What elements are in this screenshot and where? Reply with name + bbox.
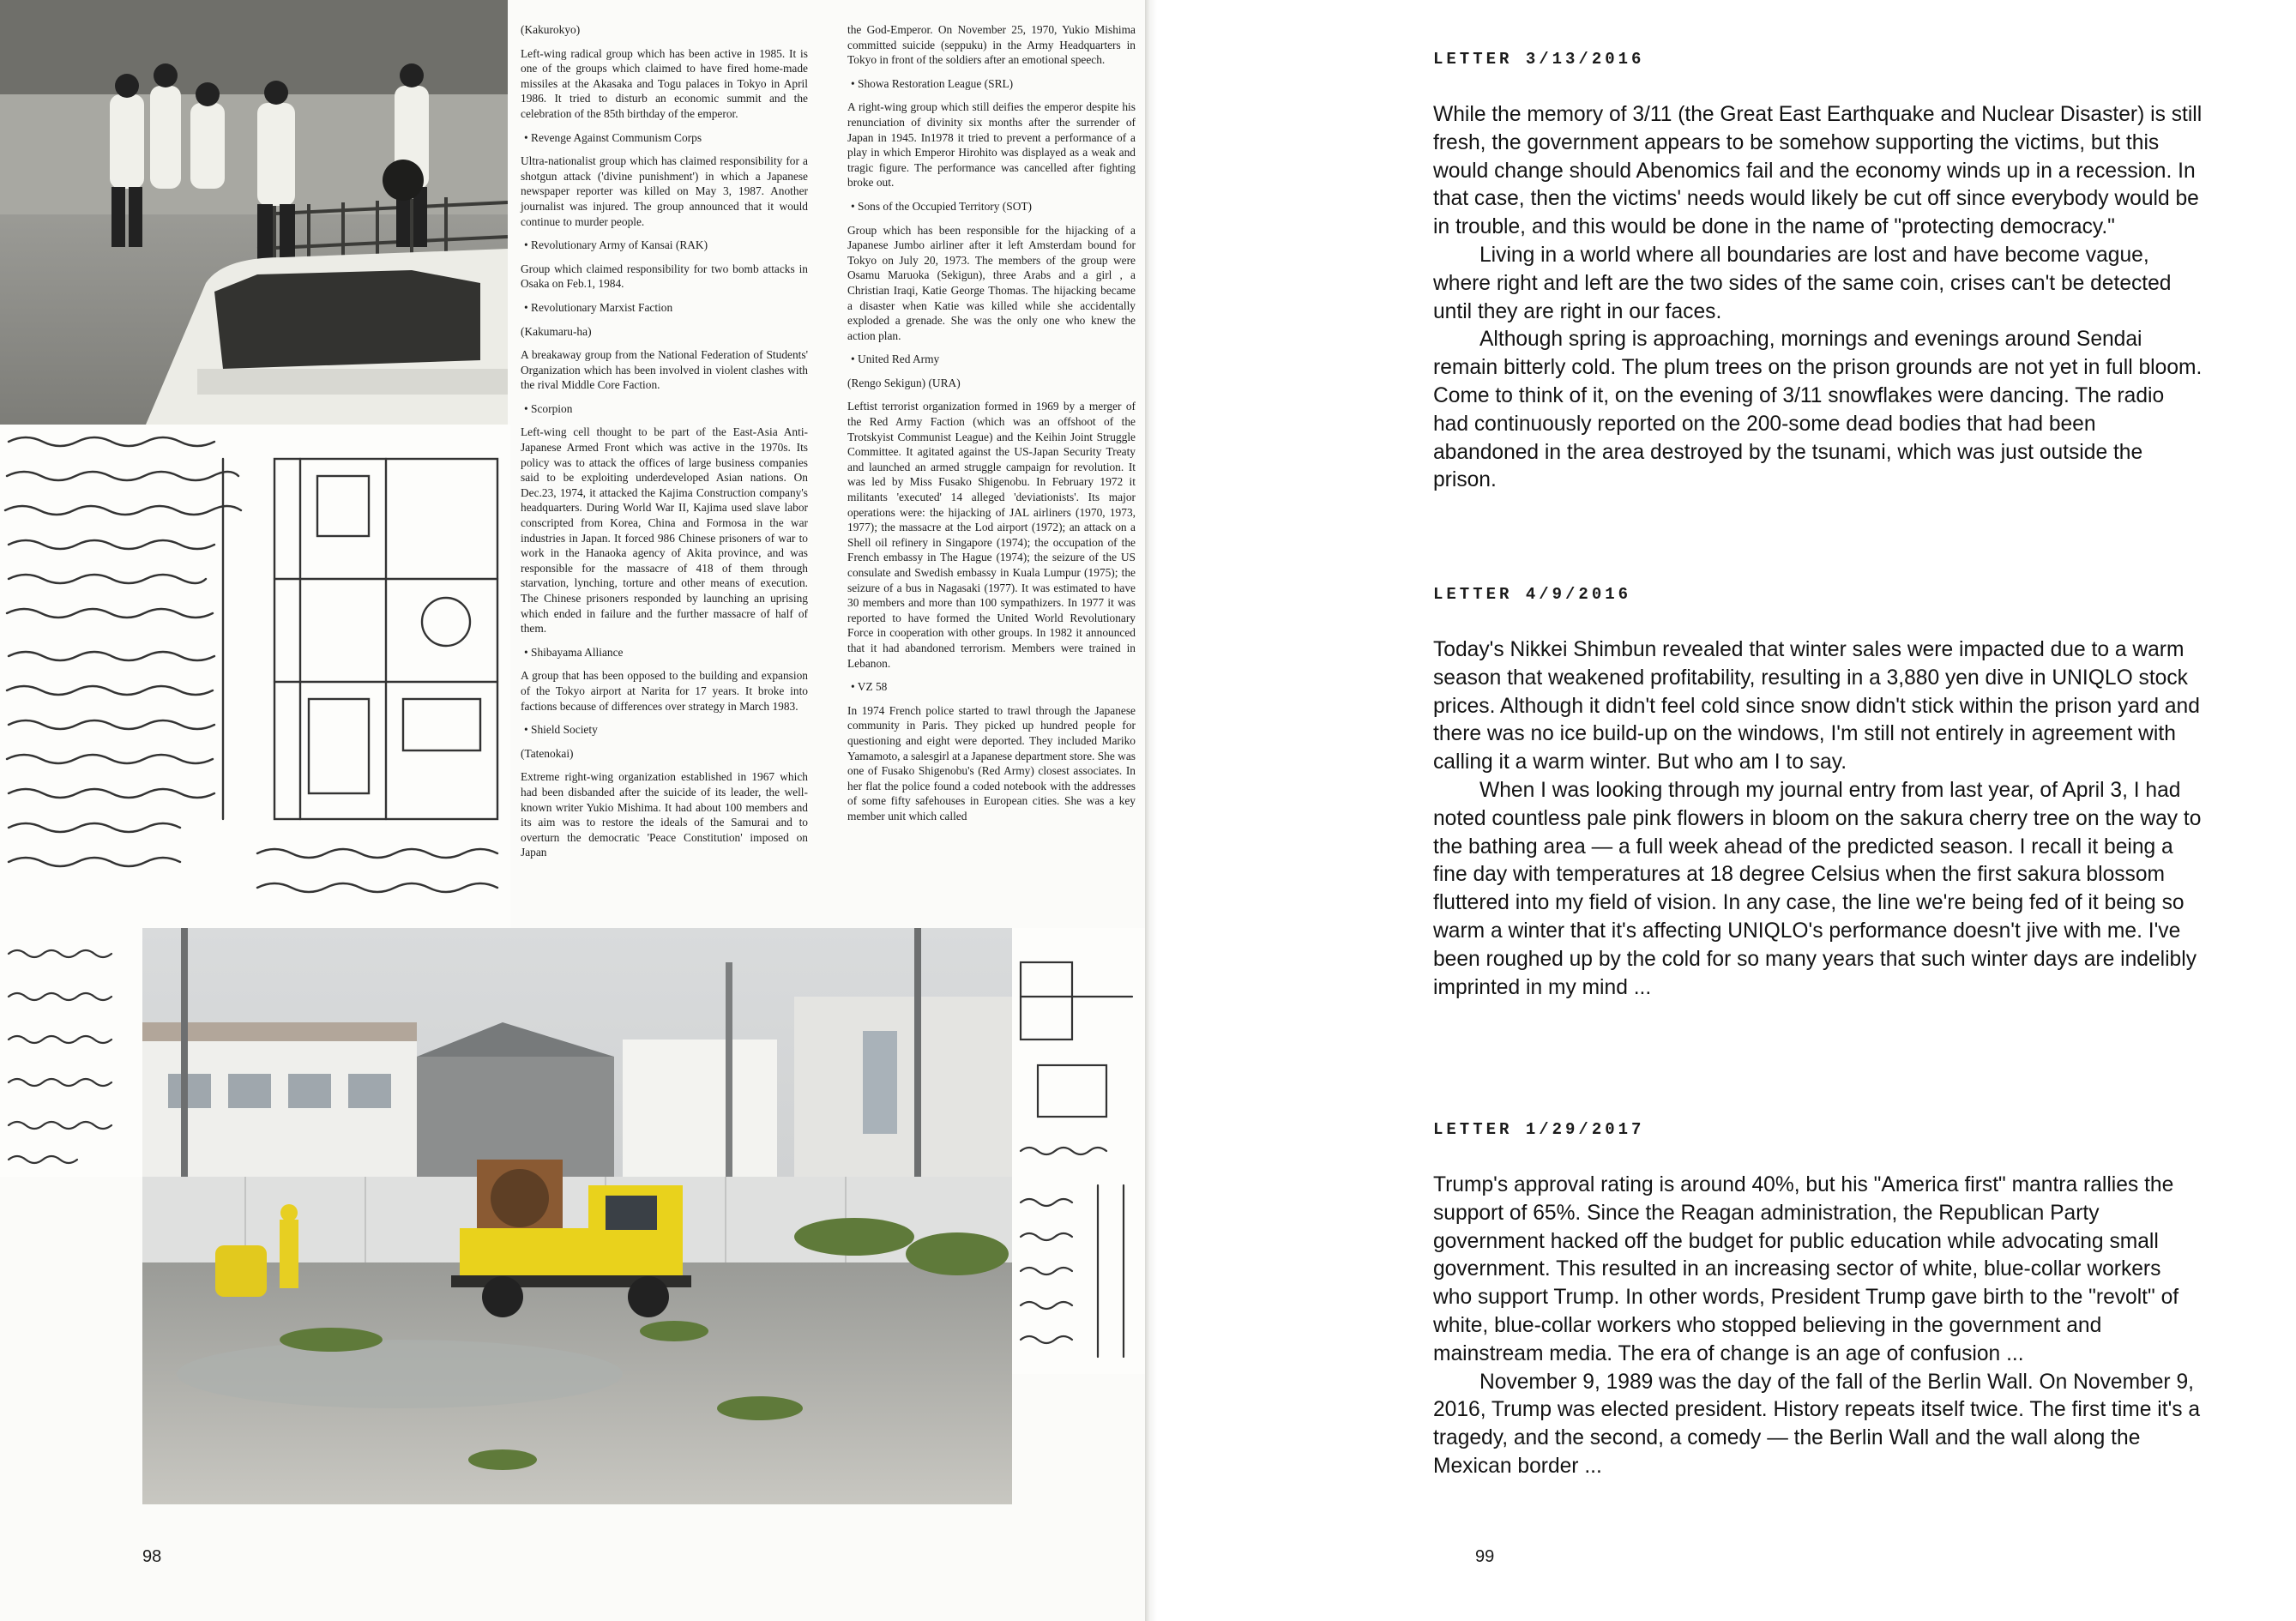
directory-entry-heading: • United Red Army bbox=[851, 353, 940, 366]
handwriting-graphic-right bbox=[1012, 928, 1145, 1374]
directory-entry-heading: • Revolutionary Army of Kansai (RAK) bbox=[524, 238, 708, 252]
directory-entry: (Tatenokai) bbox=[521, 746, 574, 760]
directory-entry: Left-wing cell thought to be part of the East-Asia Anti-Japanese Armed Front which was active in the 1970s. Its policy was to attack the offices of large business companies said to be exploiting underdeveloped Asian nations. On Dec.23, 1974, it attacked the Kajima Construction company's headquarters. During World War II, Kajima used slave labor conscripted from Korea, China and Formosa in the war industries in Japan. It forced 986 Chinese prisoners of war to work in the Hanaoka agency of Akita province, and was responsible for the massacre of 418 of them through starvation, lynching, torture and other means of execution. The Chinese prisoners responded by launching an uprising which ended in failure and the further massacre of half of them. bbox=[521, 425, 808, 636]
directory-entry: the God-Emperor. On November 25, 1970, Yukio Mishima committed suicide (seppuku) in the Army Headquarters in Tokyo in front of the soldiers after an emotional speech. bbox=[847, 23, 1136, 67]
directory-entry: Ultra-nationalist group which has claimed responsibility for a shotgun attack ('divine punishment') in which a Japanese newspaper reporter was killed on May 3, 1987. Another journalist was injured. The group announced that it would continue to murder people. bbox=[521, 154, 808, 228]
directory-column-1 bbox=[521, 22, 808, 869]
book-gutter bbox=[1145, 0, 1157, 1621]
page-number-right: 99 bbox=[1475, 1547, 1495, 1566]
directory-entry: Extreme right-wing organization established in 1967 which had been disbanded after the suicide of its leader, the well-known writer Yukio Mishima. It had about 100 members and its aim was to restore the ideals of the Samurai and to overturn the democratic 'Peace Constitution' imposed on Japan bbox=[521, 770, 808, 859]
handwriting-graphic-left bbox=[0, 425, 510, 928]
top-photo-graphic bbox=[0, 0, 508, 425]
directory-entry-heading: • Sons of the Occupied Territory (SOT) bbox=[851, 199, 1033, 213]
directory-entry-heading: • Revenge Against Communism Corps bbox=[524, 130, 702, 144]
top-photo bbox=[0, 0, 508, 425]
letter-paragraph: When I was looking through my journal entry from last year, of April 3, I had noted countless pale pink flowers in bloom on the sakura cherry tree on the way to the bathing area — a full week ahead of the predicted season. I recall it being a fine day with temperatures at 18 degree Celsius when the first sakura blossom fluttered into my field of vision. In any case, the line we're being fed of it being so warm a winter that it's affecting UNIQLO's performance doesn't jive with me. I've been roughed up by the cold for so many years that such winter days are indelibly imprinted in my mind ... bbox=[1433, 778, 2202, 999]
letter-paragraph: November 9, 1989 was the day of the fall of the Berlin Wall. On November 9, 2016, Trump was elected president. History repeats itself twice. The first time it's a tragedy, and the second, a comedy — the Berlin Wall and the wall along the Mexican border ... bbox=[1433, 1370, 2201, 1478]
directory-entry-heading: • VZ 58 bbox=[851, 680, 888, 694]
letter-paragraph: While the memory of 3/11 (the Great East Earthquake and Nuclear Disaster) is still fresh, the government appears to be somehow supporting the victims, but this would change should Abenomics fail and the economy winds up in a recession. In that case, then the victims' needs would likely be cut off since everybody would be in trouble, and this would be done in the name of "protecting democracy." bbox=[1433, 103, 2203, 239]
letter-paragraph: Living in a world where all boundaries are lost and have become vague, where right and left are the two sides of the same coin, crises can't be detected until they are right in our faces. bbox=[1433, 243, 2172, 323]
handwritten-notes-bottom-left bbox=[0, 928, 142, 1177]
directory-entry: A group that has been opposed to the building and expansion of the Tokyo airport at Narita for 17 years. It broke into factions because of differences over strategy in March 1983. bbox=[521, 669, 808, 713]
bottom-photo-graphic bbox=[142, 928, 1012, 1504]
letter-title: LETTER 3/13/2016 bbox=[1433, 50, 1645, 69]
handwriting-graphic-bottom-left bbox=[0, 928, 142, 1177]
letter-title: LETTER 1/29/2017 bbox=[1433, 1120, 1645, 1139]
handwritten-notes-left bbox=[0, 425, 510, 928]
directory-entry: Group which has been responsible for the hijacking of a Japanese Jumbo airliner after it left Amsterdam bound for Tokyo on July 20, 1973. The members of the group were Osamu Maruoka (Sekigun), three Arabs and a girl , a Christian Iraqi, Katie George Thomas. The hijacking became a disaster when Katie was killed while she accidentally exploded a grenade. She was the only one who knew the action plan. bbox=[847, 223, 1136, 342]
directory-entry-heading: • Shield Society bbox=[524, 723, 598, 737]
directory-entry-heading: • Shibayama Alliance bbox=[524, 645, 624, 659]
letter-section bbox=[1433, 50, 2205, 495]
directory-column-2 bbox=[847, 22, 1136, 833]
directory-entry: Left-wing radical group which has been active in 1985. It is one of the groups which claimed to have fired home-made missiles at the Akasaka and Togu palaces in Tokyo in April 1986. It tried to disturb an economic summit and the celebration of the 85th birthday of the emperor. bbox=[521, 46, 808, 120]
letter-paragraph: Today's Nikkei Shimbun revealed that winter sales were impacted due to a warm season that weakened profitability, resulting in a 3,880 yen dive in UNIQLO stock prices. Although it didn't feel cold since snow didn't stick within the prison yard and there was no ice build-up on the windows, I'm still not entirely in agreement with calling it a warm winter. But who am I to say. bbox=[1433, 638, 2200, 774]
letter-body bbox=[1433, 101, 2205, 495]
directory-entry-heading: • Revolutionary Marxist Faction bbox=[524, 300, 673, 314]
directory-entry: (Kakurokyo) bbox=[521, 23, 581, 36]
bottom-photo bbox=[142, 928, 1012, 1504]
letter-paragraph: Trump's approval rating is around 40%, but his "America first" mantra rallies the support of 65%. Since the Reagan administration, the Republican Party government hacked off the budget for public education while advocating small government. This resulted in an increasing sector of white, blue-collar workers who support Trump. In other words, President Trump gave birth to the "revolt" of white, blue-collar workers who stopped believing in the government and mainstream media. The era of change is an age of confusion ... bbox=[1433, 1173, 2179, 1365]
directory-entry: A right-wing group which still deifies the emperor despite his renunciation of divinity six months after the surrender of Japan in 1945. In1978 it tried to prevent a performance of a play in which Emperor Hirohito was displayed as a weak and tragic figure. The performance was cancelled after fighting broke out. bbox=[847, 100, 1136, 190]
page-number-left: 98 bbox=[142, 1547, 162, 1566]
directory-entry-heading: • Scorpion bbox=[524, 401, 573, 415]
directory-entry: Leftist terrorist organization formed in 1969 by a merger of the Red Army Faction (which was an offshoot of the Trotskyist Communist League) and the Keihin Joint Struggle Committee. It agitated against the US-Japan Security Treaty and launched an armed struggle campaign for revolution. It was led by Miss Fusako Shigenobu. In February 1972 it militants 'executed' 14 alleged 'deviationists'. Its major operations were: the hijacking of JAL airliners (1970, 1973, 1977); the massacre at the Lod airport (1972); an attack on a Shell oil refinery in Singapore (1974); the occupation of the French embassy in The Hague (1974); the seizure of the US consulate and Swedish embassy in Kuala Lumpur (1975); the seizure of a bus in Nagasaki (1977). It was estimated to have 30 members and more than 100 sympathizers. In 1977 it was reported to have formed the United World Revolutionary Force in cooperation with other groups. In 1982 it announced that it had abandoned terrorism. Members were trained in Lebanon. bbox=[847, 400, 1136, 670]
directory-entry: (Rengo Sekigun) (URA) bbox=[847, 376, 961, 389]
letter-paragraph: Although spring is approaching, mornings and evenings around Sendai remain bitterly cold. The plum trees on the prison grounds are not yet in full bloom. Come to think of it, on the evening of 3/11 snowflakes were dancing. The radio had continuously reported on the 200-some dead bodies that had been abandoned in the area destroyed by the tsunami, which was just outside the prison. bbox=[1433, 328, 2203, 492]
letter-title: LETTER 4/9/2016 bbox=[1433, 585, 1632, 604]
directory-entry: (Kakumaru-ha) bbox=[521, 324, 592, 338]
handwritten-notes-right bbox=[1012, 928, 1145, 1374]
letter-section bbox=[1433, 1120, 2205, 1481]
letter-body bbox=[1433, 1172, 2205, 1481]
directory-entry: A breakaway group from the National Federation of Students' Organization which has been involved in violent clashes with the rival Middle Core Faction. bbox=[521, 348, 808, 392]
directory-entry: Group which claimed responsibility for two bomb attacks in Osaka on Feb.1, 1984. bbox=[521, 262, 808, 291]
letter-body bbox=[1433, 636, 2205, 1002]
letter-section bbox=[1433, 585, 2205, 1002]
directory-entry-heading: • Showa Restoration League (SRL) bbox=[851, 76, 1014, 90]
left-page bbox=[0, 0, 1145, 1621]
directory-entry: In 1974 French police started to trawl through the Japanese community in Paris. They picked up hundred people for questioning and eight were deported. They included Mariko Yamamoto, a salesgirl at a Japanese department store. She was one of Fusako Shigenobu's (Red Army) closest associates. In her flat the police found a coded notebook with the addresses of some fifty safehouses in European cities. She was a key member unit which called bbox=[847, 703, 1136, 823]
